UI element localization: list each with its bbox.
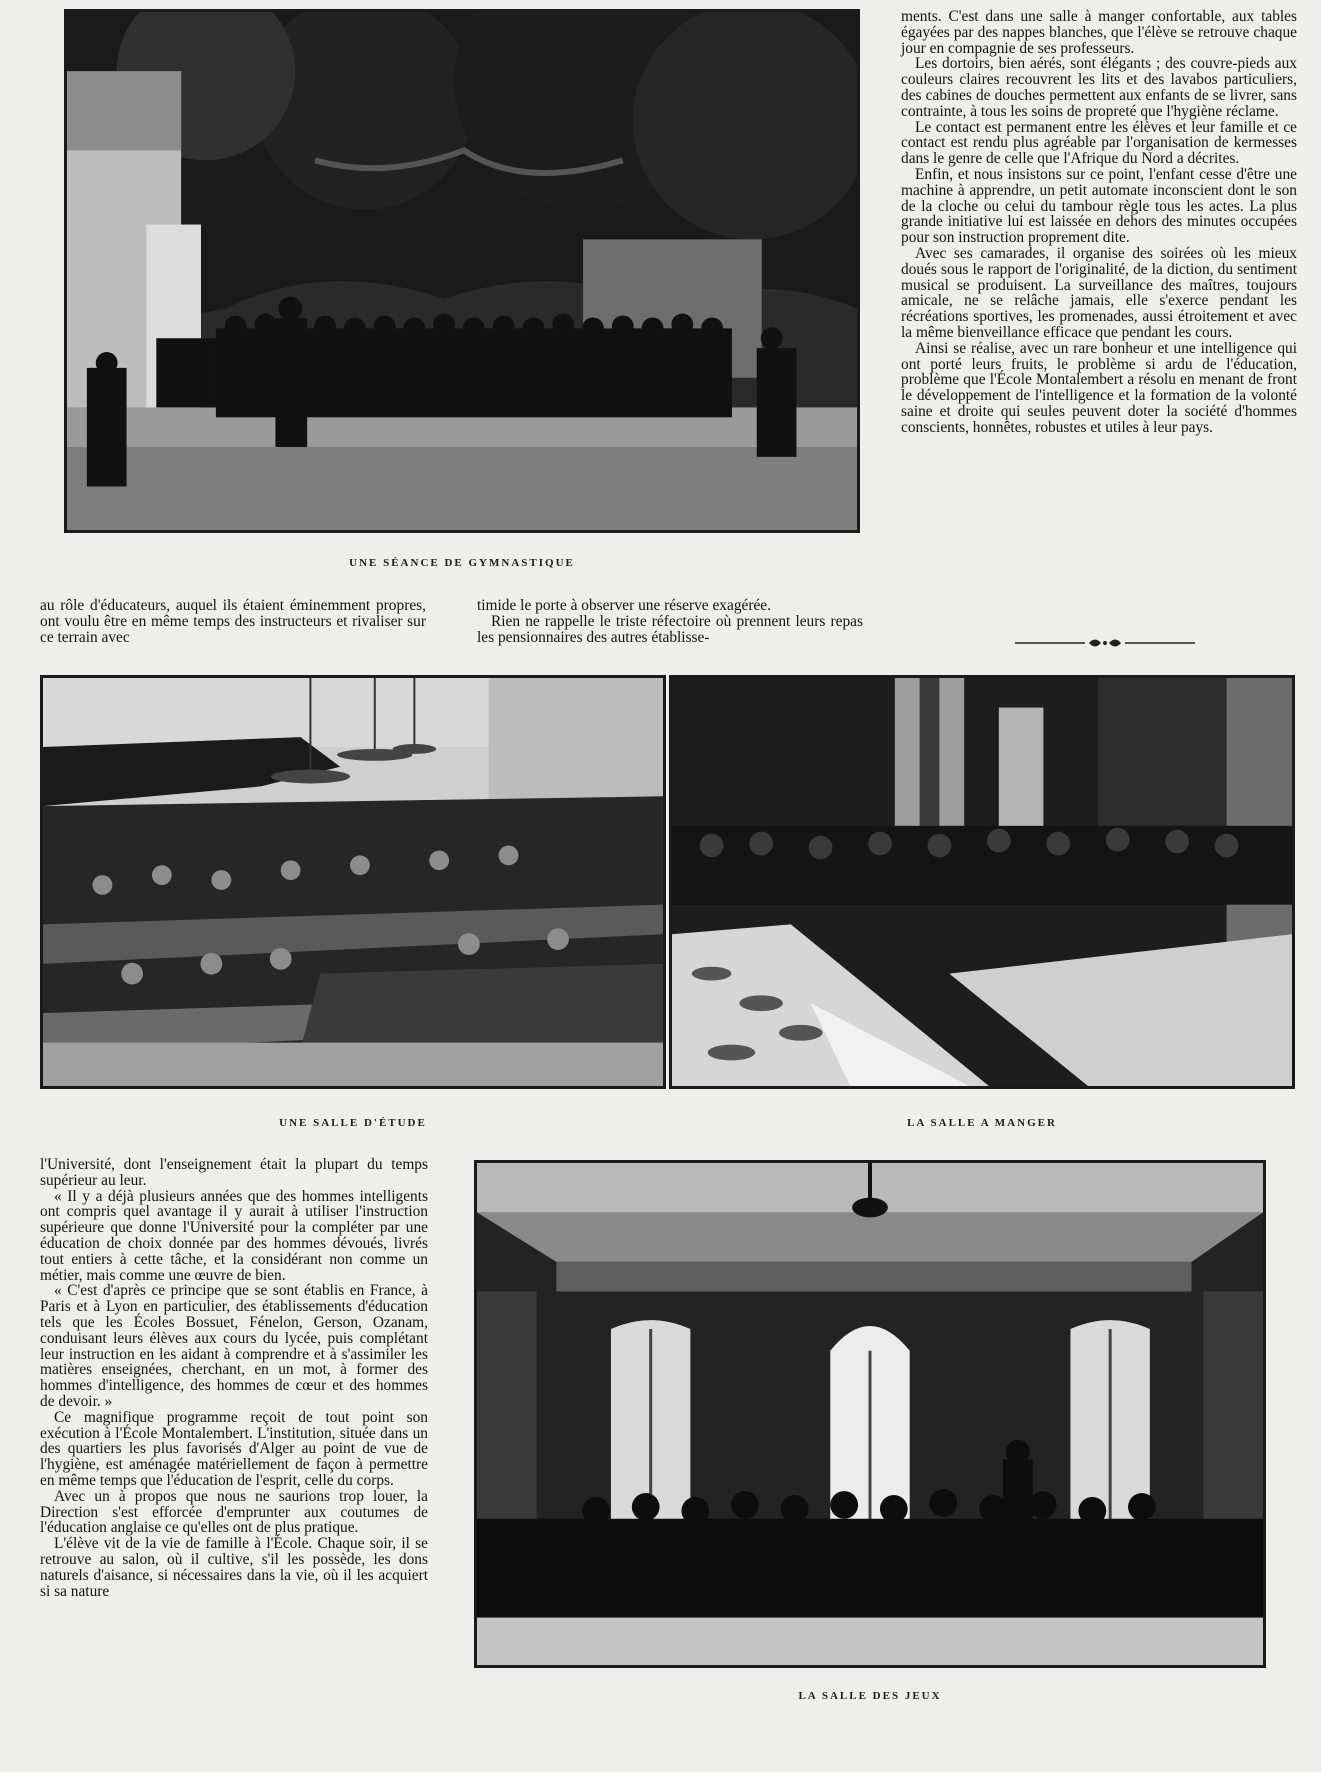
caption-study-room: UNE SALLE D'ÉTUDE	[279, 1117, 427, 1129]
caption-gymnastics: UNE SÉANCE DE GYMNASTIQUE	[349, 557, 575, 569]
paragraph: Avec un à propos que nous ne saurions trop louer, la Direction s'est efforcée d'emprunter aux coutumes de l'éducation anglaise ce qu'elles ont de plus pratique.	[40, 1487, 428, 1537]
column-bottom-left	[40, 1157, 428, 1599]
photo-gymnastics	[64, 9, 860, 533]
paragraph: Avec ses camarades, il organise des soirées où les mieux doués sous le rapport de l'originalité, de la diction, du sentiment musical se produisent. La surveillance des maîtres, toujours amicale, ne se relâche jamais, elle s'exerce pendant les récréations sportives, les promenades, aussi étroitement et avec la même bienveillance efficace que pendant les cours.	[901, 244, 1297, 341]
caption-games-room: LA SALLE DES JEUX	[798, 1690, 942, 1702]
paragraph: timide le porte à observer une réserve exagérée.	[477, 597, 771, 614]
paragraph: L'élève vit de la vie de famille à l'École. Chaque soir, il se retrouve au salon, où il cultive, s'il les possède, les dons naturels d'aisance, si nécessaires dans la vie, où il les acquiert si sa nature	[40, 1535, 428, 1600]
paragraph: Rien ne rappelle le triste réfectoire où prennent leurs repas les pensionnaires des autres établisse-	[477, 612, 863, 646]
photo-games-room	[474, 1160, 1266, 1668]
column-mid-center	[477, 598, 863, 645]
paragraph: ments. C'est dans une salle à manger confortable, aux tables égayées par des nappes blanches, que l'élève se retrouve chaque jour en compagnie de ses professeurs.	[901, 8, 1297, 57]
photo-dining-room	[669, 675, 1295, 1089]
paragraph: l'Université, dont l'enseignement était la plupart du temps supérieur au leur.	[40, 1156, 428, 1189]
paragraph: Le contact est permanent entre les élèves et leur famille et ce contact est rendu plus agréable par l'organisation de kermesses dans le genre de celle que l'Afrique du Nord a décrites.	[901, 118, 1297, 168]
caption-dining-room: LA SALLE A MANGER	[907, 1117, 1057, 1129]
column-mid-left	[40, 598, 426, 645]
photo-study-room	[40, 675, 666, 1089]
ornament-divider	[1015, 635, 1195, 651]
paragraph: « C'est d'après ce principe que se sont établis en France, à Paris et à Lyon en particulier, des établissements d'éducation tels que les Écoles Bossuet, Fénelon, Gerson, Ozanam, conduisant leurs élèves aux cours du lycée, puis complétant leur instruction en les aidant à comprendre et à s'assimiler les matières enseignées, cherchant, en un mot, à former des hommes d'intelligence, des hommes de cœur et des hommes de devoir. »	[40, 1282, 428, 1410]
paragraph: au rôle d'éducateurs, auquel ils étaient éminemment propres, ont voulu être en même temps des instructeurs et rivaliser sur ce terrain avec	[40, 597, 426, 646]
paragraph: Enfin, et nous insistons sur ce point, l'enfant cesse d'être une machine à apprendre, un petit automate inconscient dont le son de la cloche ou celui du tambour règle tous les actes. La plus grande initiative lui est laissée en dehors des minutes occupées pour son instruction proprement dite.	[901, 165, 1297, 247]
paragraph: « Il y a déjà plusieurs années que des hommes intelligents ont compris quel avantage il y aurait à utiliser l'instruction supérieure que donne l'Université pour la compléter par une éducation de choix donnée par des hommes dévoués, livrés tout entiers à cette tâche, et la considérant non comme un métier, mais comme une œuvre de bien.	[40, 1187, 428, 1284]
column-top-right	[901, 9, 1297, 436]
paragraph: Ainsi se réalise, avec un rare bonheur et une intelligence qui ont porté leurs fruits, le problème si ardu de l'éducation, problème que l'École Montalembert a résolu en menant de front le développement de l'intelligence et la formation de la volonté saine et droite qui seules peuvent doter la société d'hommes conscients, honnêtes, robustes et utiles à leur pays.	[901, 339, 1297, 436]
paragraph: Ce magnifique programme reçoit de tout point son exécution à l'École Montalembert. L'institution, située dans un des quartiers les plus favorisés d'Alger au point de vue de l'hygiène, est aménagée matériellement de façon à permettre en même temps que l'éducation de l'esprit, celle du corps.	[40, 1408, 428, 1489]
paragraph: Les dortoirs, bien aérés, sont élégants ; des couvre-pieds aux couleurs claires recouvrent les lits et des lavabos particuliers, des cabines de douches permettent aux enfants de se livrer, sans contrainte, à tous les soins de propreté que l'hygiène réclame.	[901, 55, 1297, 120]
